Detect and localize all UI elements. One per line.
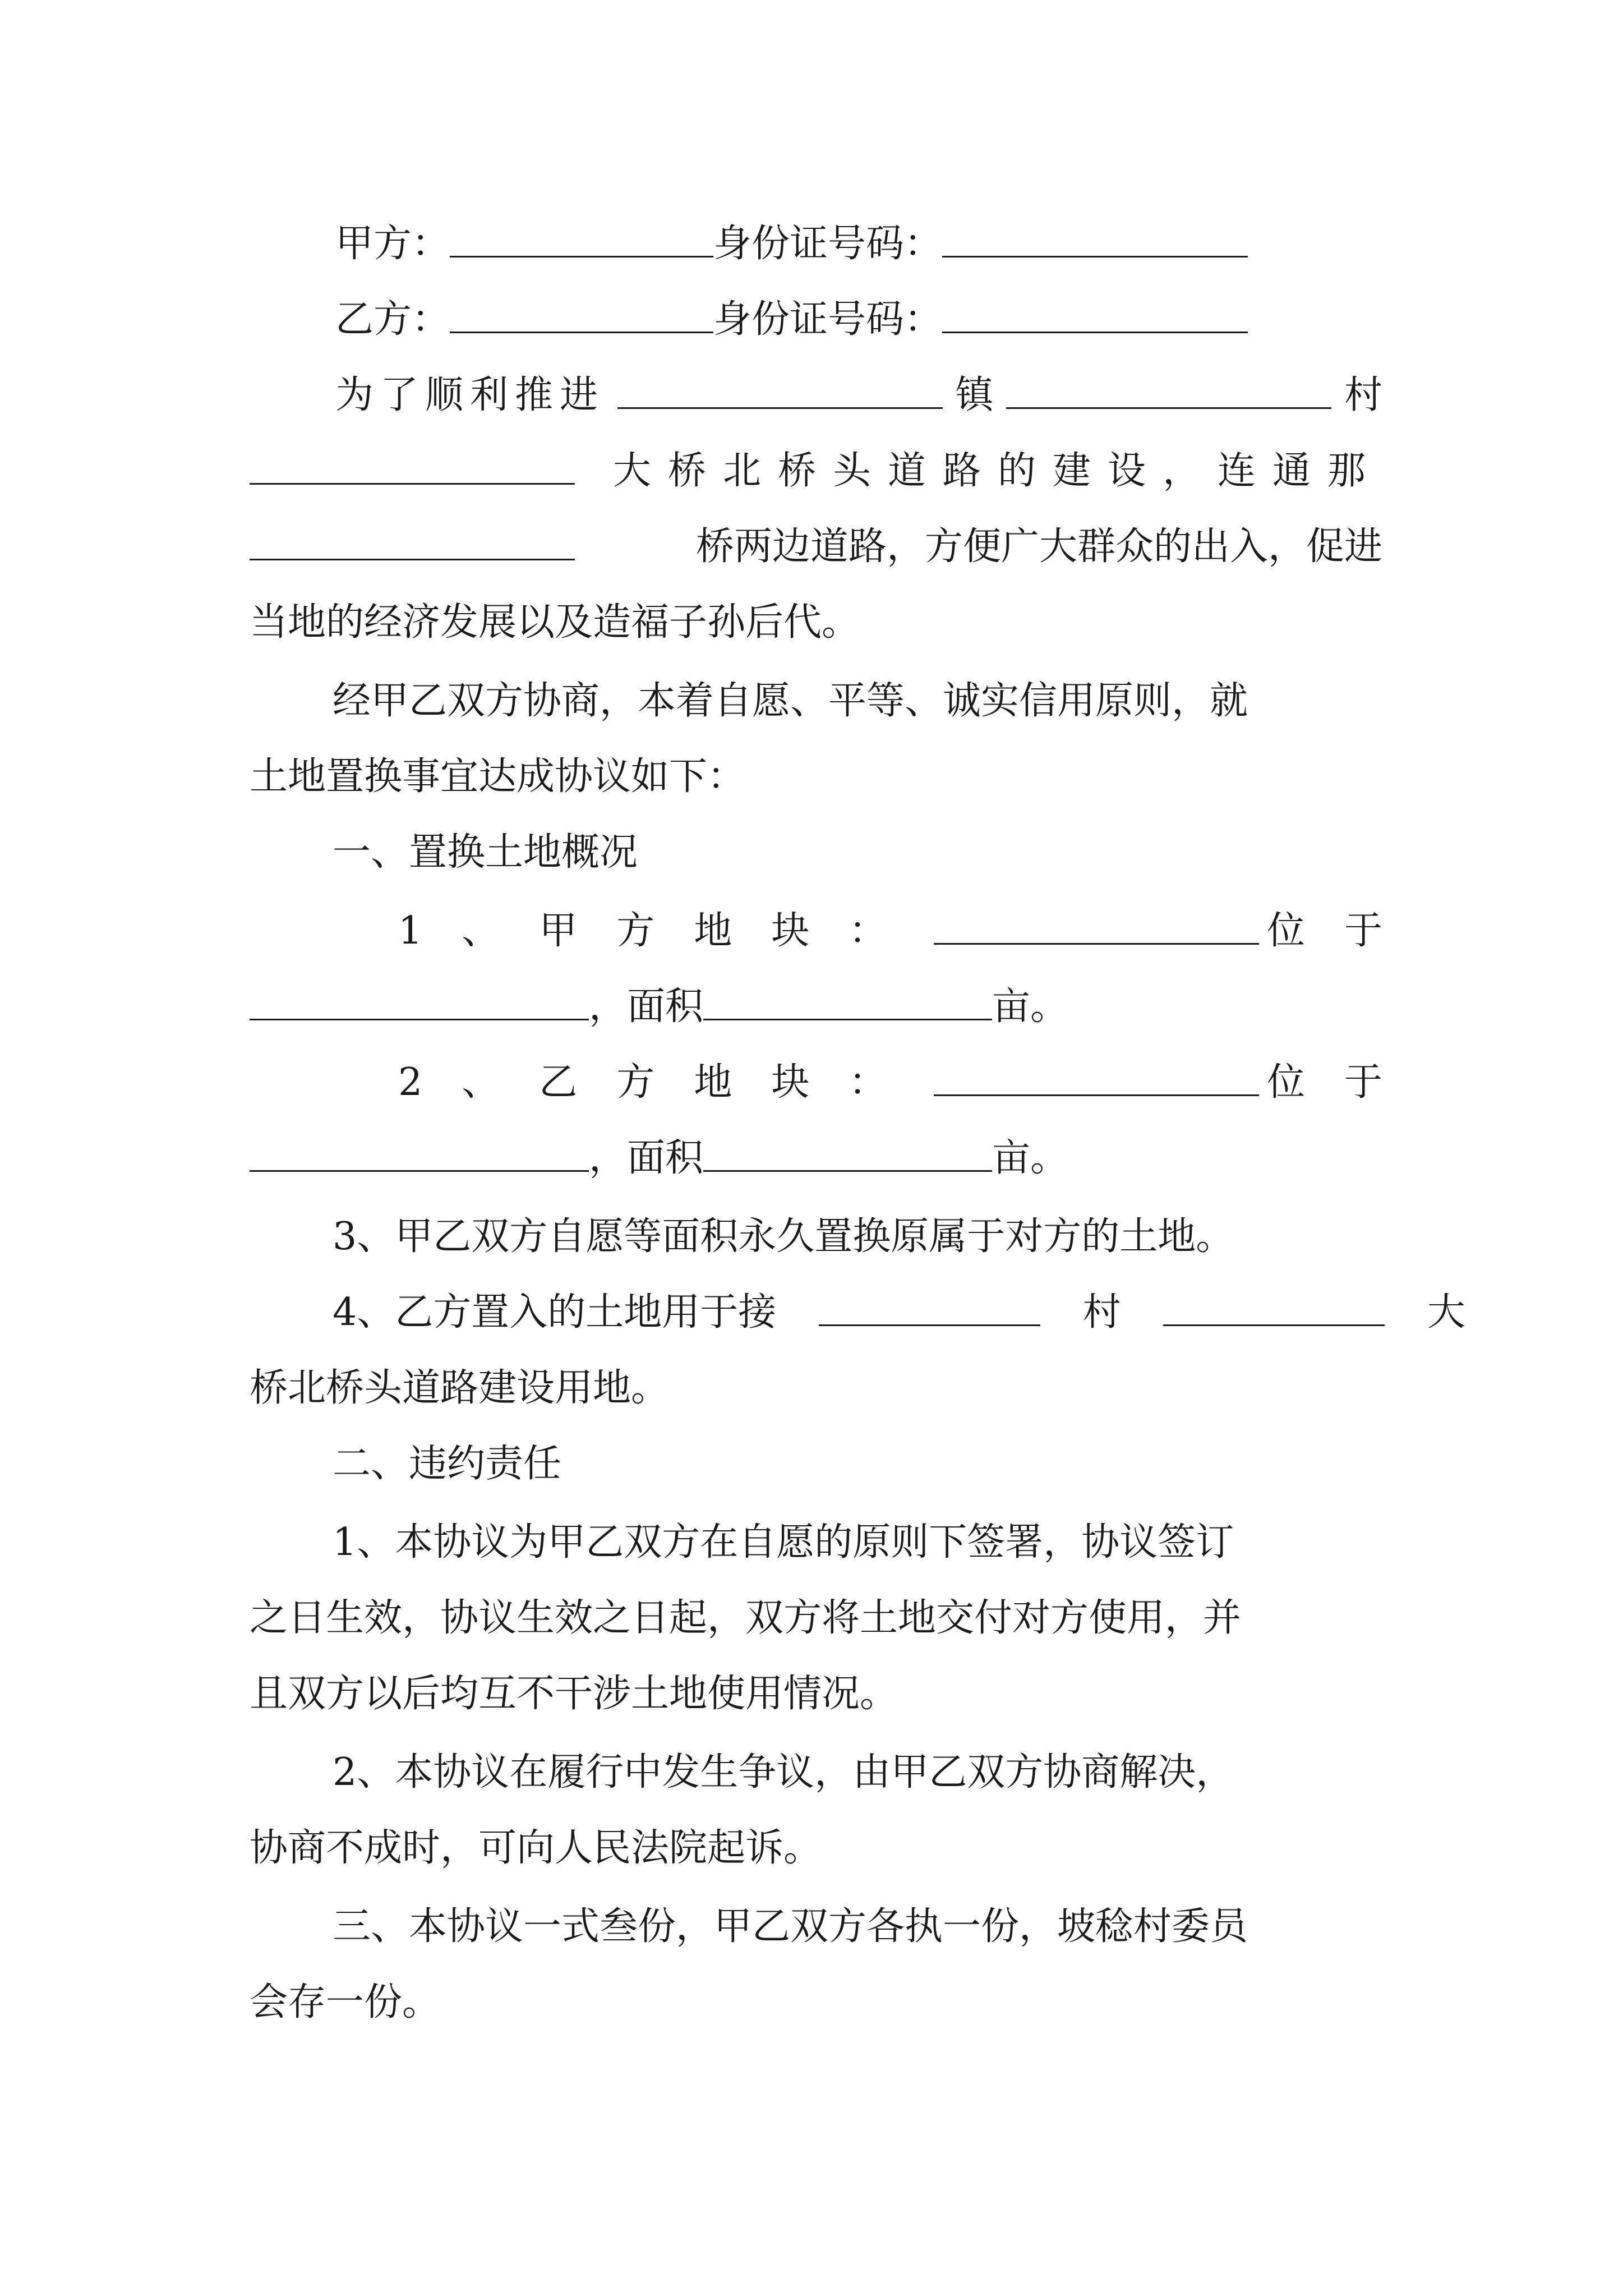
item-1-4-text-1: 4、乙方置入的土地用于接	[333, 1290, 777, 1335]
consensus-line-2	[250, 749, 1382, 805]
intro-text-1: 为了顺利推进	[335, 373, 605, 417]
item-1-4-bridge-blank	[1163, 1285, 1385, 1341]
item-1-1-label: 1、甲方地块：	[398, 909, 926, 953]
item-1-2-location-blank	[250, 1130, 589, 1186]
item-1-2-plot-blank	[934, 1055, 1259, 1111]
item-2-2-text-2: 协商不成时，可向人民法院起诉。	[250, 1826, 822, 1870]
consensus-line-1	[250, 673, 1465, 729]
item-1-1-unit: 亩。	[992, 984, 1069, 1029]
item-1-4-text-2: 桥北桥头道路建设用地。	[250, 1366, 670, 1410]
party-b-id-label: 身份证号码：	[713, 297, 943, 342]
party-b-id-blank	[942, 292, 1248, 348]
intro-line-3	[250, 519, 1382, 575]
item-2-1-line-2	[250, 1590, 1382, 1646]
item-2-1-text-1: 1、本协议为甲乙双方在自愿的原则下签署，协议签订	[333, 1520, 1234, 1565]
item-1-1-location-blank	[250, 979, 589, 1035]
party-b-name-blank	[450, 292, 713, 348]
item-2-1-text-3: 且双方以后均互不干涉土地使用情况。	[250, 1672, 898, 1716]
section-3-line-2	[250, 1975, 1382, 2031]
item-1-1-plot-blank	[934, 903, 1259, 959]
item-1-2-area-label: ，面积	[589, 1136, 704, 1180]
item-1-2-line	[398, 1055, 1422, 1111]
item-2-1-line-1	[250, 1515, 1465, 1571]
intro-text-3: 桥两边道路，方便广大群众的出入，促进	[695, 524, 1382, 569]
intro-town-blank	[1006, 367, 1331, 424]
section-2-title	[250, 1436, 1465, 1492]
item-1-1-located: 位于	[1266, 909, 1422, 953]
intro-text-2: 大桥北桥头道路的建设，连通那	[612, 449, 1382, 493]
party-b-line	[335, 292, 1300, 348]
intro-village-blank	[250, 443, 575, 499]
item-1-3-line	[250, 1209, 1465, 1265]
intro-text-4: 当地的经济发展以及造福子孙后代。	[250, 600, 860, 645]
intro-bridge-blank	[250, 519, 575, 575]
consensus-text-1: 经甲乙双方协商，本着自愿、平等、诚实信用原则，就	[333, 679, 1248, 723]
item-1-4-big: 大	[1427, 1290, 1465, 1335]
consensus-text-2: 土地置换事宜达成协议如下：	[250, 754, 746, 799]
party-a-id-label: 身份证号码：	[713, 222, 943, 266]
item-2-1-line-3	[250, 1666, 1382, 1722]
party-a-line	[335, 216, 1300, 272]
section-3-text-1: 三、本协议一式叁份，甲乙双方各执一份，坡稔村委员	[333, 1904, 1248, 1949]
section-1-title	[250, 825, 1465, 881]
section-3-text-2: 会存一份。	[250, 1980, 441, 2024]
item-1-1-area-label: ，面积	[589, 984, 704, 1029]
party-a-id-blank	[942, 216, 1248, 272]
intro-line-1	[335, 367, 1382, 424]
item-1-4-village-blank	[819, 1285, 1040, 1341]
item-1-2-label: 2、乙方地块：	[398, 1060, 926, 1105]
intro-line-2	[250, 443, 1382, 499]
item-2-1-text-2: 之日生效，协议生效之日起，双方将土地交付对方使用，并	[250, 1596, 1242, 1640]
intro-village: 村	[1344, 373, 1382, 417]
item-1-2-unit: 亩。	[992, 1136, 1069, 1180]
party-b-label: 乙方：	[335, 297, 450, 342]
item-1-2-area-line	[250, 1130, 1382, 1186]
item-1-1-area-line	[250, 979, 1382, 1035]
item-1-4-village: 村	[1082, 1290, 1121, 1335]
intro-line-4	[250, 595, 1382, 651]
section-3-line-1	[250, 1899, 1465, 1955]
item-2-2-line-2	[250, 1820, 1382, 1876]
item-1-2-located: 位于	[1266, 1060, 1422, 1105]
item-1-3-text: 3、甲乙双方自愿等面积永久置换原属于对方的土地。	[333, 1214, 1234, 1259]
item-1-4-line	[250, 1285, 1465, 1341]
intro-town: 镇	[955, 373, 994, 417]
party-a-name-blank	[450, 216, 713, 272]
item-1-4-line-2	[250, 1360, 1382, 1416]
party-a-label: 甲方：	[335, 222, 450, 266]
intro-road-blank	[617, 367, 943, 424]
item-1-1-area-blank	[703, 979, 992, 1035]
section-1-title-text: 一、置换土地概况	[333, 830, 638, 875]
item-2-2-text-1: 2、本协议在履行中发生争议，由甲乙双方协商解决，	[333, 1750, 1234, 1795]
item-1-1-line	[398, 903, 1422, 959]
item-2-2-line-1	[250, 1745, 1465, 1801]
item-1-2-area-blank	[703, 1130, 992, 1186]
section-2-title-text: 二、违约责任	[333, 1442, 562, 1486]
